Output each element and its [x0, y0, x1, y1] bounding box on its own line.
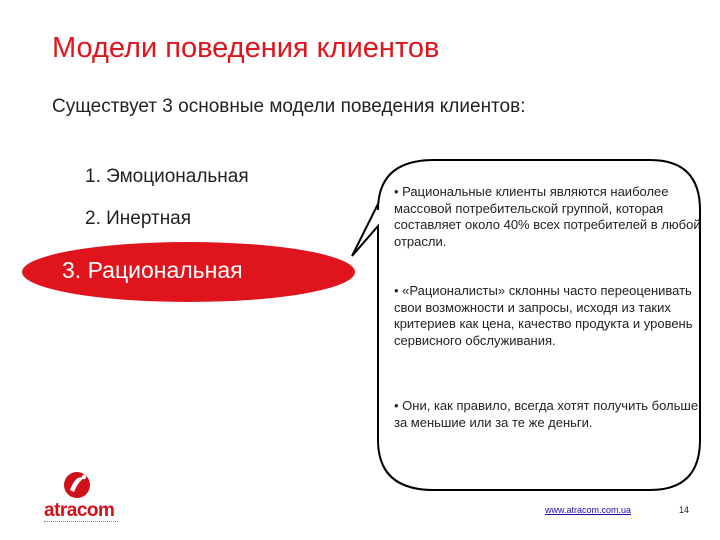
list-item-inert: 2. Инертная	[85, 208, 192, 229]
page-number: 14	[679, 505, 690, 515]
slide-subtitle: Существует 3 основные модели поведения клиентов:	[52, 96, 526, 117]
logo-wordmark: atracom	[44, 500, 115, 521]
callout-paragraph-3: • Они, как правило, всегда хотят получить больше за меньшие или за те же деньги.	[394, 398, 699, 430]
footer-link[interactable]: www.atracom.com.ua	[545, 505, 632, 515]
logo-tagline-line	[44, 521, 118, 524]
callout-paragraph-1: • Рациональные клиенты являются наиболее массовой потребительской группой, которая составляет около 40% всех потребителей в любой отрасли.	[394, 184, 701, 249]
list-item-rational: 3. Рациональная	[62, 257, 243, 283]
callout-paragraph-2: • «Рационалисты» склонны часто переоценивать свои возможности и запросы, исходя из таких критериев как цена, качество продукта и уровень сервисного обслуживания.	[394, 283, 693, 348]
list-item-emotional: 1. Эмоциональная	[85, 166, 249, 187]
slide-title: Модели поведения клиентов	[52, 32, 440, 64]
